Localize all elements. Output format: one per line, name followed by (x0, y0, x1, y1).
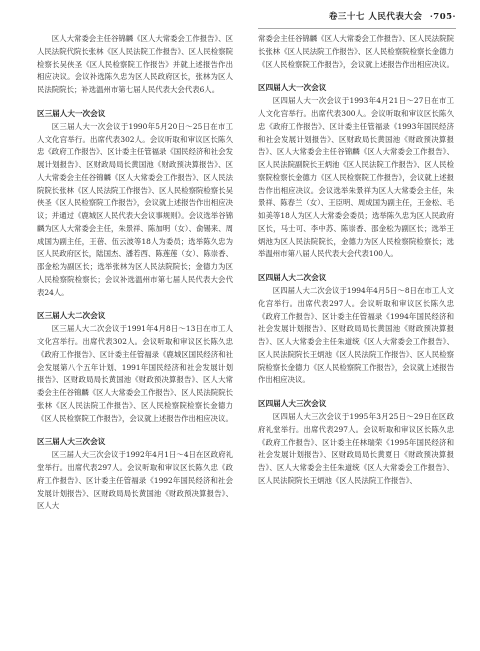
section-heading: 区四届人大二次会议 (258, 273, 327, 282)
section-body: 区三届人大二次会议于1991年4月8日～13日在市工人文化宫举行。出席代表302人。会议听取和审议区长陈久忠《政府工作报告》、区计委主任管福录《鹿城区国民经济和社会发展第八个五年计划、1991年国民经济和社会发展计划报告》、区财政局局长黄国池《财政预决算报告》、区人大常委会主任谷锦麟《区人大常委会工作报告》、区人民法院院长张林《区人民法院工作报告》、区人民检察院检察长金德力《区人民检察院工作报告》，会议就上述报告作出相应决议。 (37, 324, 233, 423)
section-heading: 区三届人大三次会议 (37, 437, 106, 447)
section-body: 区三届人大三次会议于1992年4月1日～4日在区政府礼堂举行。出席代表297人。会议听取和审议区长陈久忠《政府工作报告》、区计委主任管福录《1992年国民经济和社会发展计划报告》、区财政局局长黄国池《财政预决算报告》、区人大 (37, 450, 233, 511)
section-heading: 区四届人大一次会议 (258, 83, 327, 93)
section-body: 区四届人大三次会议于1995年3月25日～29日在区政府礼堂举行。出席代表297人。会议听取和审议区长陈久忠《政府工作报告》、区计委主任林瑞荣《1995年国民经济和社会发展计划报告》、区财政局局长黄夏日《财政预决算报告》、区人大常委会主任朱道统《区人大常委会工作报告》、区人民法院院长王炳池《区人民法院工作报告》、 (258, 412, 454, 485)
header-rule (258, 28, 456, 29)
section-body: 区四届人大二次会议于1994年4月5日～8日在市工人文化宫举行。出席代表297人。会议听取和审议区长陈久忠《政府工作报告》、区计委主任管福录《1994年国民经济和社会发展计划报告》、区财政局局长黄国池《财政预决算报告》、区人大常委会主任朱道统《区人大常委会工作报告》、区人民法院院长王炳池《区人民法院工作报告》、区人民检察院检察长金德力《区人民检察院工作报告》，会议就上述报告作出相应决议。 (258, 286, 454, 385)
running-header (258, 10, 456, 22)
page-number: ·705· (429, 12, 456, 22)
section-heading: 区三届人大一次会议 (37, 108, 106, 118)
section-heading: 区三届人大二次会议 (37, 311, 106, 321)
section-body: 区四届人大一次会议于1993年4月21日～27日在市工人文化宫举行。出席代表300人。会议听取和审议区长陈久忠《政府工作报告》、区计委主任管福录《1993年国民经济和社会发展计划报告》、区财政局长黄国池《财政预决算报告》、区人大常委会主任谷锦麟《区人大常委会工作报告》、区人民法院副院长王炳池《区人民法院工作报告》、区人民检察院检察长金德力《区人民检察院工作报告》，会议就上述报告作出相应决议。会议选举朱景祥为区人大常委会主任，朱景祥、陈春兰（女）、王臣明、周成国为副主任，王金松、毛如美等18人为区人大常委会委员；选举陈久忠为区人民政府区长，马士可、李中苏、陈崇香、邵金松为副区长；选举王炳池为区人民法院院长，金德力为区人民检察院检察长；选举温州市第八届人民代表大会代表100人。 (258, 96, 454, 259)
continued-paragraph: 常委会主任谷锦麟《区人大常委会工作报告》、区人民法院院长张林《区人民法院工作报告》、区人民检察院检察长金德力《区人民检察院工作报告》，会议就上述报告作出相应决议。 (258, 34, 454, 69)
right-column (258, 33, 454, 488)
section-heading: 区四届人大三次会议 (258, 399, 327, 408)
left-column (37, 33, 233, 513)
header-title: 卷三十七 人民代表大会 (328, 12, 423, 22)
continued-paragraph: 区人大常委会主任谷锦麟《区人大常委会工作报告》、区人民法院代院长张林《区人民法院工作报告》、区人民检察院检察长吴侠圣《区人民检察院工作报告》并就上述报告作出相应决议。会议补选陈久忠为区人民政府区长，张林为区人民法院院长；补选温州市第七届人民代表大会代表6人。 (37, 34, 233, 94)
section-body: 区三届人大一次会议于1990年5月20日～25日在市工人文化宫举行。出席代表302人。会议听取和审议区长陈久忠《政府工作报告》、区计委主任管福录《国民经济和社会发展计划报告》、区财政局局长黄国池《财政预决算报告》、区人大常委会主任谷锦麟《区人大常委会工作报告》、区人民法院院长张林《区人民法院工作报告》、区人民检察院检察长吴侠圣《区人民检察院工作报告》，会议就上述报告作出相应决议；并通过《鹿城区人民代表大会议事规则》。会议选举谷锦麟为区人大常委会主任，朱景祥、陈加明（女）、俞锡来、周成国为副主任，王蓓、伍云波等18人为委员；选举陈久忠为区人民政府区长，陆国杰、潘若西、陈莲莲（女）、陈崇香、邵金松为副区长；选举张林为区人民法院院长；金德力为区人民检察院检察长；会议补选温州市第七届人民代表大会代表24人。 (37, 121, 233, 297)
